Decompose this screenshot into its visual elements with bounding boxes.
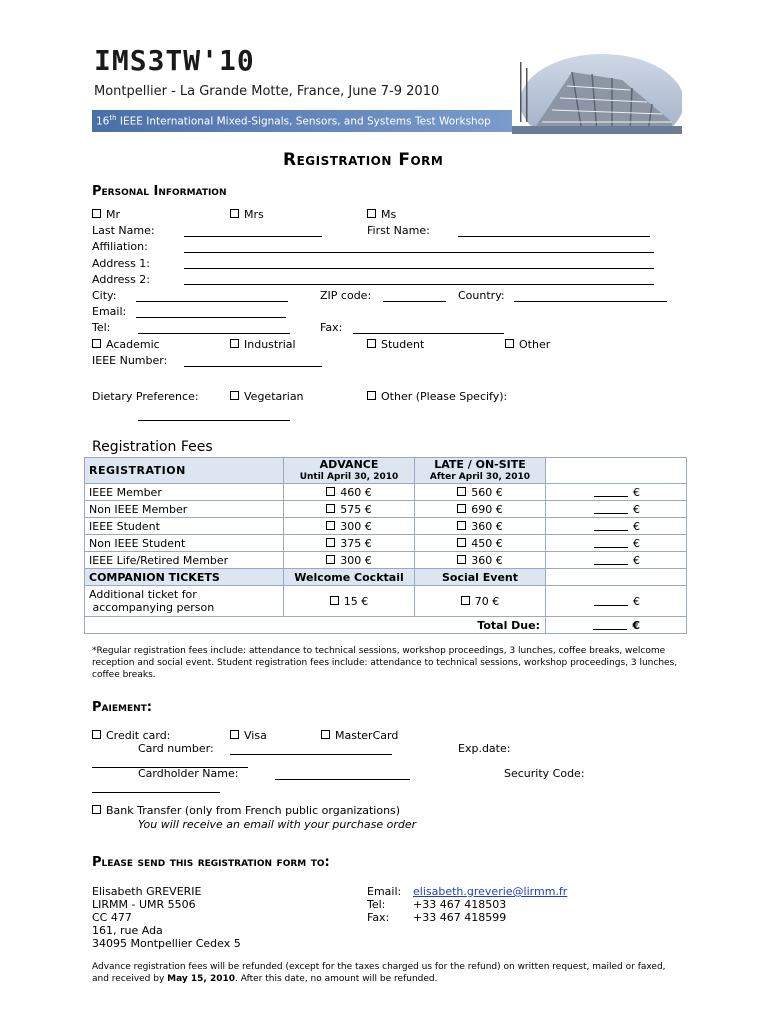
checkbox-icon — [330, 596, 339, 605]
checkbox-icon — [326, 555, 335, 564]
exp-date-label: Exp.date: — [458, 742, 511, 755]
fee-advance-option[interactable]: 375 € — [284, 535, 415, 552]
card-number-label: Card number: — [138, 742, 214, 755]
address-line: 34095 Montpellier Cedex 5 — [92, 937, 241, 950]
additional-advance-option[interactable]: 15 € — [284, 586, 415, 617]
bank-transfer-note: You will receive an email with your purchase order — [138, 818, 417, 831]
fax-label: Fax: — [320, 321, 343, 334]
fee-advance-option[interactable]: 460 € — [284, 484, 415, 501]
send-heading: Please send this registration form to: — [92, 855, 330, 870]
fax-contact-label: Fax: — [367, 911, 390, 924]
checkbox-icon — [326, 504, 335, 513]
conference-title: IMS3TW'10 — [94, 44, 255, 77]
dietary-specify-field[interactable] — [138, 420, 290, 421]
payment-heading: Paiement: — [92, 700, 152, 715]
first-name-field[interactable] — [458, 236, 650, 237]
other-diet-option[interactable]: Other (Please Specify): — [367, 390, 507, 403]
tel-field[interactable] — [138, 333, 290, 334]
fee-advance-option[interactable]: 300 € — [284, 552, 415, 569]
vegetarian-option[interactable]: Vegetarian — [230, 390, 304, 403]
checkbox-icon — [461, 596, 470, 605]
mastercard-option[interactable]: MasterCard — [321, 729, 398, 742]
total-due-label: Total Due: — [85, 617, 546, 634]
conference-subtitle: Montpellier - La Grande Motte, France, June 7-9 2010 — [94, 84, 440, 99]
email-contact-label: Email: — [367, 885, 402, 898]
fee-row — [85, 552, 687, 569]
address-line: CC 477 — [92, 911, 132, 924]
address-line: LIRMM - UMR 5506 — [92, 898, 196, 911]
fee-total-field[interactable]: € — [546, 484, 687, 501]
fees-table — [84, 457, 687, 634]
checkbox-icon — [230, 730, 239, 739]
email-link[interactable]: elisabeth.greverie@lirmm.fr — [413, 885, 568, 898]
visa-option[interactable]: Visa — [230, 729, 267, 742]
email-label: Email: — [92, 305, 127, 318]
personal-info-heading: Personal Information — [92, 184, 227, 199]
email-field[interactable] — [136, 317, 286, 318]
checkbox-icon — [92, 805, 101, 814]
checkbox-icon — [457, 538, 466, 547]
fee-row — [85, 535, 687, 552]
checkbox-icon — [457, 521, 466, 530]
fax-field[interactable] — [353, 333, 504, 334]
student-option[interactable]: Student — [367, 338, 424, 351]
ieee-number-field[interactable] — [184, 366, 322, 367]
checkbox-icon — [367, 391, 376, 400]
address2-field[interactable] — [184, 284, 654, 285]
companion-col1: Welcome Cocktail — [284, 569, 415, 586]
security-code-label: Security Code: — [504, 767, 585, 780]
fee-total-field[interactable]: € — [546, 552, 687, 569]
checkbox-icon — [457, 504, 466, 513]
col-advance: ADVANCE — [284, 458, 415, 472]
other-option[interactable]: Other — [505, 338, 550, 351]
additional-total-field[interactable]: € — [546, 586, 687, 617]
fee-row — [85, 484, 687, 501]
country-label: Country: — [458, 289, 505, 302]
building-photo — [512, 52, 682, 134]
city-field[interactable] — [136, 301, 288, 302]
tel-contact-label: Tel: — [367, 898, 386, 911]
checkbox-icon — [230, 209, 239, 218]
checkbox-icon — [326, 521, 335, 530]
col-advance-sub: Until April 30, 2010 — [284, 471, 415, 484]
city-label: City: — [92, 289, 117, 302]
fees-footnote: *Regular registration fees include: attendance to technical sessions, workshop proceedings, 3 lunches, coffee breaks, welcome reception and social event. Student registration fees include: attendance to technical sessions, workshop proceedings, 3 lunches, coffee breaks. — [92, 646, 678, 680]
refund-policy: Advance registration fees will be refunded (except for the taxes charged us for the refund) on written request, mailed or faxed, and received by May 15, 2010. After this date, no amount will be refunded. — [92, 962, 666, 984]
workshop-name: 16th IEEE International Mixed-Signals, Sensors, and Systems Test Workshop — [96, 114, 491, 128]
col-late: LATE / ON-SITE — [415, 458, 546, 472]
ieee-number-label: IEEE Number: — [92, 354, 168, 367]
checkbox-icon — [230, 391, 239, 400]
country-field[interactable] — [514, 301, 667, 302]
fee-row-label: Non IEEE Student — [85, 535, 284, 552]
address-line: Elisabeth GREVERIE — [92, 885, 202, 898]
affiliation-label: Affiliation: — [92, 240, 148, 253]
cardholder-label: Cardholder Name: — [138, 767, 239, 780]
col-registration: REGISTRATION — [85, 458, 284, 484]
companion-col2: Social Event — [415, 569, 546, 586]
checkbox-icon — [505, 339, 514, 348]
first-name-label: First Name: — [367, 224, 430, 237]
zip-field[interactable] — [383, 301, 446, 302]
industrial-option[interactable]: Industrial — [230, 338, 296, 351]
mr-option[interactable]: Mr — [92, 208, 120, 221]
academic-option[interactable]: Academic — [92, 338, 160, 351]
additional-late-option[interactable]: 70 € — [415, 586, 546, 617]
fax-contact-value: +33 467 418599 — [413, 911, 507, 924]
security-code-field[interactable] — [92, 792, 220, 793]
fee-row — [85, 501, 687, 518]
fee-row-label: IEEE Member — [85, 484, 284, 501]
last-name-field[interactable] — [184, 236, 322, 237]
fee-late-option[interactable]: 560 € — [415, 484, 546, 501]
fee-advance-option[interactable]: 300 € — [284, 518, 415, 535]
fee-late-option[interactable]: 450 € — [415, 535, 546, 552]
fee-late-option[interactable]: 360 € — [415, 552, 546, 569]
contact-labels — [367, 885, 401, 924]
ms-option[interactable]: Ms — [367, 208, 396, 221]
mrs-option[interactable]: Mrs — [230, 208, 264, 221]
bank-transfer-option[interactable]: Bank Transfer (only from French public organizations) — [92, 804, 400, 817]
fee-late-option[interactable]: 360 € — [415, 518, 546, 535]
dietary-label: Dietary Preference: — [92, 390, 199, 403]
address1-label: Address 1: — [92, 257, 151, 270]
form-title: Registration Form — [283, 150, 444, 170]
cardholder-field[interactable] — [275, 779, 410, 780]
fee-total-field[interactable]: € — [546, 535, 687, 552]
address2-label: Address 2: — [92, 273, 151, 286]
checkbox-icon — [326, 487, 335, 496]
checkbox-icon — [457, 555, 466, 564]
workshop-strip — [92, 110, 512, 132]
checkbox-icon — [92, 209, 101, 218]
credit-card-option[interactable]: Credit card: — [92, 729, 170, 742]
fee-row — [85, 518, 687, 535]
fee-advance-option[interactable]: 575 € — [284, 501, 415, 518]
contact-values — [413, 885, 567, 924]
checkbox-icon — [92, 730, 101, 739]
refund-deadline: May 15, 2010 — [167, 974, 236, 984]
address-line: 161, rue Ada — [92, 924, 163, 937]
tel-label: Tel: — [92, 321, 111, 334]
last-name-label: Last Name: — [92, 224, 155, 237]
mailing-address — [92, 885, 241, 950]
checkbox-icon — [230, 339, 239, 348]
fee-row-label: IEEE Student — [85, 518, 284, 535]
checkbox-icon — [321, 730, 330, 739]
additional-ticket-label: Additional ticket for accompanying person — [85, 586, 284, 617]
affiliation-field[interactable] — [184, 252, 654, 253]
checkbox-icon — [457, 487, 466, 496]
col-late-sub: After April 30, 2010 — [415, 471, 546, 484]
address1-field[interactable] — [184, 268, 654, 269]
fee-total-field[interactable]: € — [546, 501, 687, 518]
companion-label: COMPANION TICKETS — [85, 569, 284, 586]
fee-total-field[interactable]: € — [546, 518, 687, 535]
checkbox-icon — [92, 339, 101, 348]
fee-late-option[interactable]: 690 € — [415, 501, 546, 518]
fee-row-label: IEEE Life/Retired Member — [85, 552, 284, 569]
checkbox-icon — [367, 339, 376, 348]
fees-heading: Registration Fees — [92, 439, 213, 455]
card-number-field[interactable] — [230, 754, 392, 755]
checkbox-icon — [367, 209, 376, 218]
fee-row-label: Non IEEE Member — [85, 501, 284, 518]
tel-contact-value: +33 467 418503 — [413, 898, 507, 911]
checkbox-icon — [326, 538, 335, 547]
zip-label: ZIP code: — [320, 289, 372, 302]
total-due-field[interactable]: € — [546, 617, 687, 634]
col-total — [546, 458, 687, 484]
